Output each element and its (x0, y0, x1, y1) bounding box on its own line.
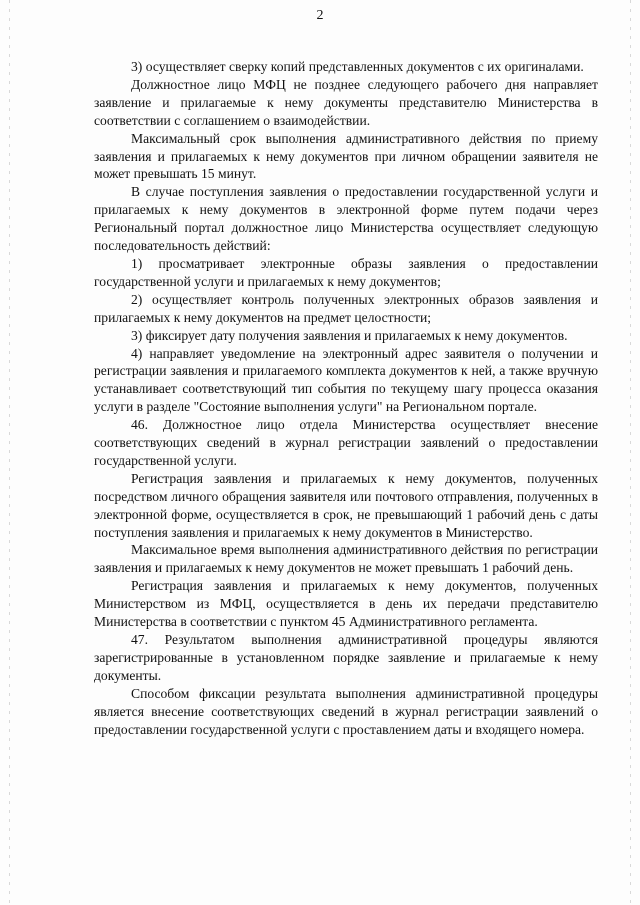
paragraph-6: 2) осуществляет контроль полученных электронных образов заявления и прилагаемых к нему документов на предмет целостности; (94, 291, 598, 325)
paragraph-3: Максимальный срок выполнения административного действия по приему заявления и прилагаемых к нему документов при личном обращении заявителя не может превышать 15 минут. (94, 130, 598, 182)
scan-edge-left (9, 0, 10, 905)
paragraph-14: Способом фиксации результата выполнения административной процедуры является внесение соответствующих сведений в журнал регистрации заявлений о предоставлении государственной услуги с проставлением даты и входящего номера. (94, 685, 598, 737)
paragraph-9: 46. Должностное лицо отдела Министерства осуществляет внесение соответствующих сведений в журнал регистрации заявлений о предоставлении государственной услуги. (94, 417, 598, 468)
paragraph-4: В случае поступления заявления о предоставлении государственной услуги и прилагаемых к нему документов в электронной форме путем подачи через Региональный портал должностное лицо Министерства осуществляет следующую последовательность действий: (94, 184, 598, 254)
paragraph-11: Максимальное время выполнения административного действия по регистрации заявления и прилагаемых к нему документов не может превышать 1 рабочий день. (94, 542, 598, 576)
scan-edge-right (630, 0, 631, 905)
page-number: 2 (316, 8, 324, 23)
paragraph-12: Регистрация заявления и прилагаемых к нему документов, полученных Министерством из МФЦ, осуществляется в день их передачи представителю Министерства в соответствии с пунктом 45 Административного регламента. (94, 578, 598, 630)
paragraph-7: 3) фиксирует дату получения заявления и прилагаемых к нему документов. (131, 327, 568, 343)
paragraph-13: 47. Результатом выполнения административной процедуры являются зарегистрированные в установленном порядке заявление и прилагаемые к нему документы. (94, 632, 598, 683)
paragraph-5: 1) просматривает электронные образы заявления о предоставлении государственной услуги и прилагаемых к нему документов; (94, 255, 598, 289)
paragraph-1: 3) осуществляет сверку копий представленных документов с их оригиналами. (131, 59, 584, 74)
paragraph-10: Регистрация заявления и прилагаемых к нему документов, полученных посредством личного обращения заявителя или почтового отправления, полученных в электронной форме, осуществляется в срок, не превышающий 1 рабочий день с даты поступления заявления и прилагаемых к нему документов в Министерство. (94, 470, 598, 540)
document-body (94, 58, 598, 738)
paragraph-2: Должностное лицо МФЦ не позднее следующего рабочего дня направляет заявление и прилагаемые к нему документы представителю Министерства в соответствии с соглашением о взаимодействии. (94, 76, 598, 128)
paragraph-8: 4) направляет уведомление на электронный адрес заявителя о получении и регистрации заявления и прилагаемого комплекта документов к ней, а также вручную устанавливает соответствующий тип события по текущему шагу процесса оказания услуги в разделе "Состояние выполнения услуги" на Региональном портале. (94, 345, 598, 415)
